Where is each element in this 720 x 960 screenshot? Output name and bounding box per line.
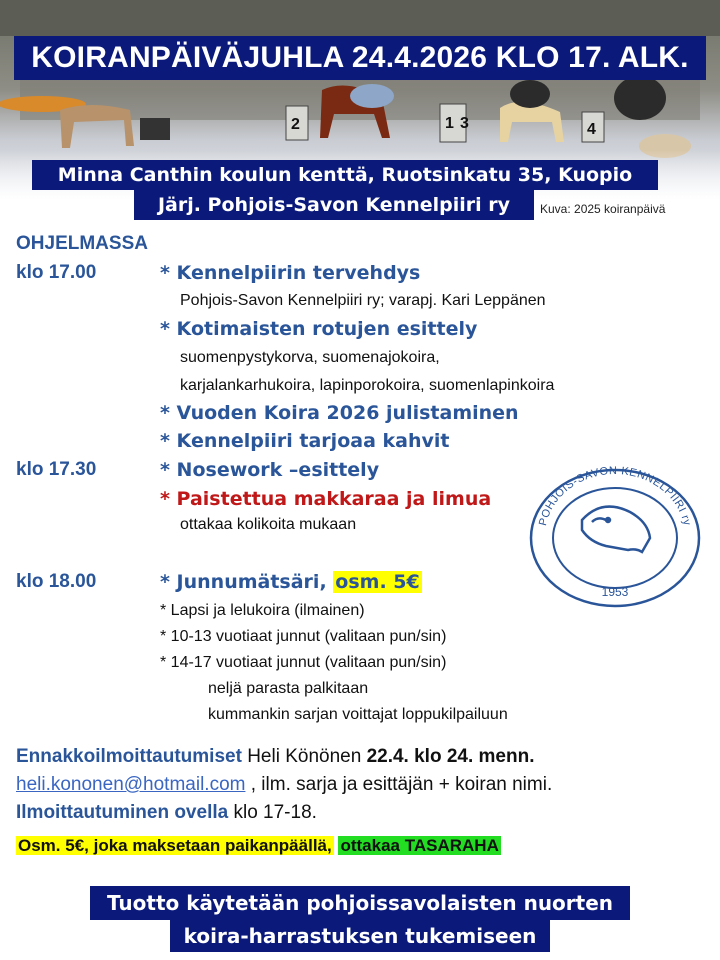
plaque-number: 4 <box>587 121 596 138</box>
time-1800: klo 18.00 <box>16 571 97 592</box>
program-item-nosework: * Nosework –esittely <box>160 459 380 481</box>
program-detail-breeds-2: karjalankarhukoira, lapinporokoira, suomenlapinkoira <box>180 377 555 394</box>
door-registration-time: klo 17-18. <box>228 802 317 823</box>
photo-credit: Kuva: 2025 koiranpäivä <box>540 202 666 216</box>
door-registration-line <box>16 802 317 824</box>
junior-show-label: * Junnumätsäri, <box>160 571 334 593</box>
dog-head-icon <box>582 507 650 552</box>
preregistration-line <box>16 746 535 768</box>
program-heading: OHJELMASSA <box>16 233 148 254</box>
footer-line-2: koira-harrastuksen tukemiseen <box>170 920 550 952</box>
event-organizer: Järj. Pohjois-Savon Kennelpiiri ry <box>134 190 534 220</box>
logo-ring-text: POHJOIS-SAVON KENNELPIIRI ry <box>537 464 693 527</box>
logo-year: 1953 <box>601 585 629 599</box>
program-detail-coins: ottakaa kolikoita mukaan <box>180 516 357 533</box>
junior-show-fee: osm. 5€ <box>335 571 420 593</box>
preregistration-contact: Heli Könönen <box>241 746 367 767</box>
program-item-junior-show <box>160 571 422 593</box>
program-item-greeting: * Kennelpiirin tervehdys <box>160 262 421 284</box>
email-note: , ilm. sarja ja esittäjän + koiran nimi. <box>245 774 553 795</box>
plaque-number: 2 <box>291 116 300 133</box>
plaque-number: 1 <box>445 115 454 132</box>
fee-text: Osm. 5€, joka maksetaan paikanpäällä, <box>18 836 332 855</box>
junior-class-1: * Lapsi ja lelukoira (ilmainen) <box>160 602 365 619</box>
junior-final-note: kummankin sarjan voittajat loppukilpailuun <box>208 706 508 723</box>
footer-line-1: Tuotto käytetään pohjoissavolaisten nuorten <box>90 886 630 920</box>
event-location: Minna Canthin koulun kenttä, Ruotsinkatu 35, Kuopio <box>32 160 658 190</box>
program-item-coffee: * Kennelpiiri tarjoaa kahvit <box>160 430 450 452</box>
program-detail-greeting: Pohjois-Savon Kennelpiiri ry; varapj. Kari Leppänen <box>180 292 546 309</box>
preregistration-label: Ennakkoilmoittautumiset <box>16 746 242 767</box>
program-item-sausage: * Paistettua makkaraa ja limua <box>160 488 492 510</box>
junior-class-3: * 14-17 vuotiaat junnut (valitaan pun/sin) <box>160 654 447 671</box>
program-detail-breeds-1: suomenpystykorva, suomenajokoira, <box>180 349 440 366</box>
time-1730: klo 17.30 <box>16 459 97 480</box>
email-line <box>16 774 552 796</box>
email-link[interactable]: heli.kononen@hotmail.com <box>16 774 246 795</box>
cash-note: ottakaa TASARAHA <box>340 836 499 855</box>
junior-class-2: * 10-13 vuotiaat junnut (valitaan pun/sin) <box>160 628 447 645</box>
time-1700: klo 17.00 <box>16 262 97 283</box>
preregistration-deadline: 22.4. klo 24. menn. <box>366 746 535 767</box>
junior-reward-note: neljä parasta palkitaan <box>208 680 369 697</box>
svg-text:POHJOIS-SAVON KENNELPIIRI ry <box>537 465 693 527</box>
door-registration-label: Ilmoittautuminen ovella <box>16 802 229 823</box>
program-item-breeds: * Kotimaisten rotujen esittely <box>160 318 478 340</box>
fee-line <box>16 833 501 859</box>
kennelpiiri-logo <box>520 458 710 608</box>
program-item-dog-of-year: * Vuoden Koira 2026 julistaminen <box>160 402 519 424</box>
event-title: KOIRANPÄIVÄJUHLA 24.4.2026 KLO 17. ALK. <box>14 36 706 80</box>
plaque-number: 3 <box>460 115 469 132</box>
